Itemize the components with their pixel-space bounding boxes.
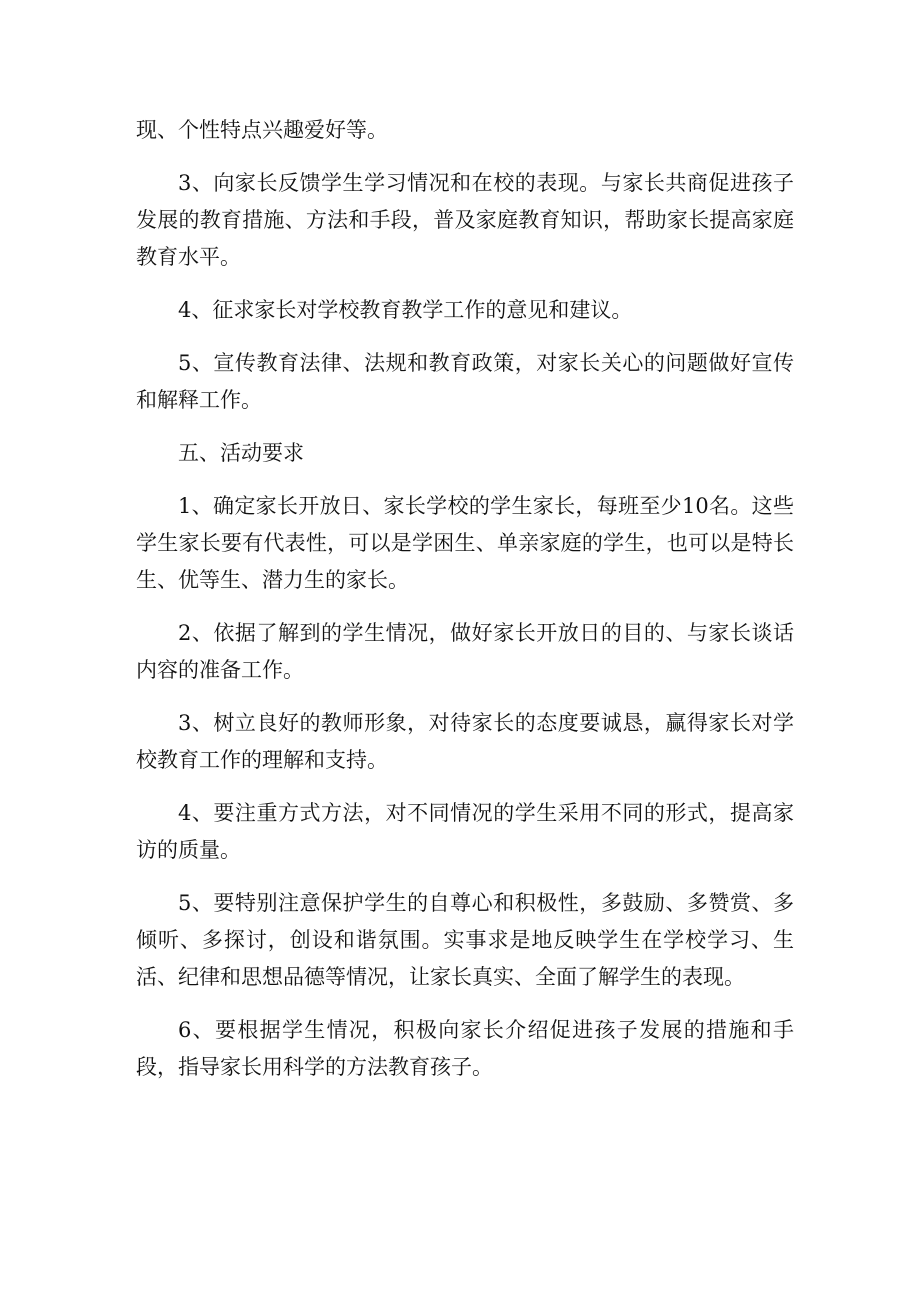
paragraph-item-4-opinions: 4、征求家长对学校教育教学工作的意见和建议。 — [178, 298, 633, 322]
paragraph-item-3-feedback: 3、向家长反馈学生学习情况和在校的表现。与家长共商促进孩子发展的教育措施、方法和手段，普及家庭教育知识，帮助家长提高家庭教育水平。 — [136, 171, 794, 269]
paragraph-item-5-policy: 5、宣传教育法律、法规和教育政策，对家长关心的问题做好宣传和解释工作。 — [136, 351, 794, 412]
paragraph-requirement-2: 2、依据了解到的学生情况，做好家长开放日的目的、与家长谈话内容的准备工作。 — [136, 621, 794, 682]
section-heading-activity-requirements: 五、活动要求 — [178, 441, 304, 465]
paragraph-requirement-3: 3、树立良好的教师形象，对待家长的态度要诚恳，赢得家长对学校教育工作的理解和支持。 — [136, 711, 794, 772]
document-page — [136, 112, 794, 1102]
paragraph-requirement-4: 4、要注重方式方法，对不同情况的学生采用不同的形式，提高家访的质量。 — [136, 801, 794, 862]
paragraph-requirement-1: 1、确定家长开放日、家长学校的学生家长，每班至少10名。这些学生家长要有代表性，可以是学困生、单亲家庭的学生，也可以是特长生、优等生、潜力生的家长。 — [136, 494, 794, 592]
paragraph-requirement-5: 5、要特别注意保护学生的自尊心和积极性，多鼓励、多赞赏、多倾听、多探讨，创设和谐氛围。实事求是地反映学生在学校学习、生活、纪律和思想品德等情况，让家长真实、全面了解学生的表现。 — [136, 891, 794, 989]
paragraph-requirement-6: 6、要根据学生情况，积极向家长介绍促进孩子发展的措施和手段，指导家长用科学的方法教育孩子。 — [136, 1018, 794, 1079]
paragraph-continuation: 现、个性特点兴趣爱好等。 — [136, 118, 388, 142]
